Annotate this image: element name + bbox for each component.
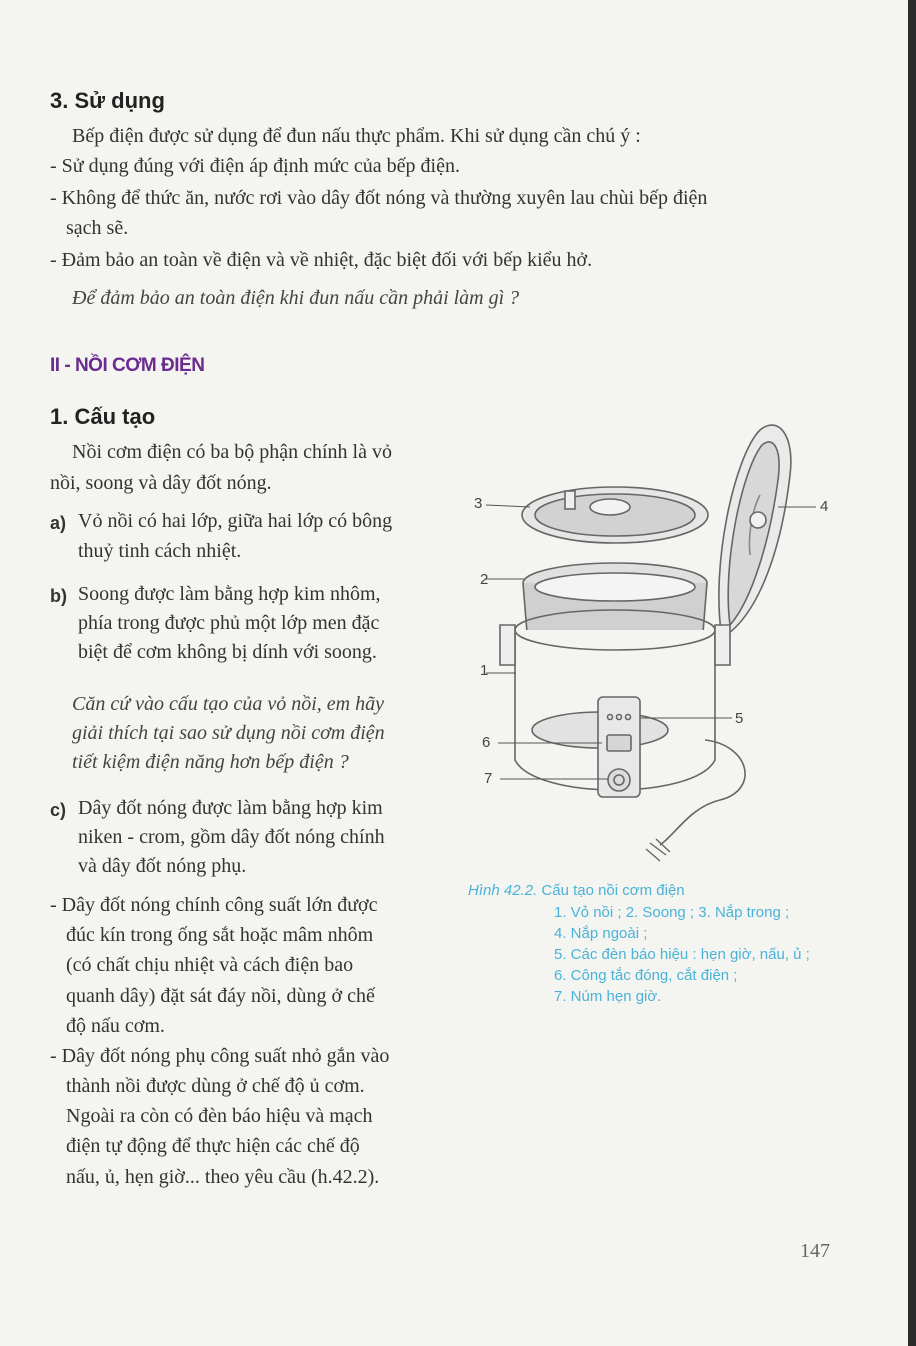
item-c-line-3: và dây đốt nóng phụ.	[78, 855, 247, 877]
item-b-line-2: phía trong được phủ một lớp men đặc	[78, 612, 380, 634]
figure-caption-prefix: Hình 42.2.	[468, 882, 538, 899]
item-b-label: b)	[50, 586, 67, 606]
figure-label-6: 6	[482, 734, 491, 751]
item-c-label: c)	[50, 800, 67, 820]
outer-lid-shape	[719, 425, 791, 638]
structure-question-2: giải thích tại sao sử dụng nồi cơm điện	[72, 722, 385, 744]
figure-label-5: 5	[735, 710, 744, 727]
main-wire-line-3: (có chất chịu nhiệt và cách điện bao	[66, 954, 354, 976]
main-wire-line-5: độ nấu cơm.	[66, 1015, 165, 1037]
figure-label-4: 4	[820, 498, 829, 515]
usage-bullet-1: - Sử dụng đúng với điện áp định mức của bếp điện.	[50, 155, 460, 177]
figure-caption-item-4: 6. Công tắc đóng, cắt điện ;	[554, 967, 738, 984]
item-a-label: a)	[50, 513, 67, 533]
page-number: 147	[800, 1240, 830, 1262]
figure-caption-item-5: 7. Núm hẹn giờ.	[554, 988, 662, 1005]
item-b-line-3: biệt để cơm không bị dính với soong.	[78, 641, 377, 663]
aux-wire-line-2: thành nồi được dùng ở chế độ ủ cơm.	[66, 1075, 365, 1097]
aux-wire-line-1: - Dây đốt nóng phụ công suất nhỏ gắn vào	[50, 1045, 390, 1067]
figure-caption-title-line	[468, 880, 898, 901]
main-wire-line-2: đúc kín trong ống sắt hoặc mâm nhôm	[66, 924, 374, 946]
figure-label-1: 1	[480, 662, 489, 679]
item-c-line-2: niken - crom, gồm dây đốt nóng chính	[78, 826, 385, 848]
extra-line-1: Ngoài ra còn có đèn báo hiệu và mạch	[66, 1105, 373, 1127]
figure-caption-item-2: 4. Nắp ngoài ;	[554, 925, 648, 942]
figure-label-2: 2	[480, 571, 489, 588]
usage-bullet-3: - Đảm bảo an toàn về điện và về nhiệt, đặc biệt đối với bếp kiểu hở.	[50, 249, 593, 271]
figure-label-3: 3	[474, 495, 483, 512]
item-a-line-1: Vỏ nồi có hai lớp, giữa hai lớp có bông	[78, 510, 393, 532]
extra-line-3: nấu, ủ, hẹn giờ... theo yêu cầu (h.42.2).	[66, 1166, 380, 1188]
item-b-line-1: Soong được làm bằng hợp kim nhôm,	[78, 583, 381, 605]
usage-bullet-2-line-1: - Không để thức ăn, nước rơi vào dây đốt nóng và thường xuyên lau chùi bếp điện	[50, 187, 708, 209]
body-shape	[500, 610, 730, 797]
structure-question-1: Căn cứ vào cấu tạo của vỏ nồi, em hãy	[72, 693, 384, 715]
main-wire-line-4: quanh dây) đặt sát đáy nồi, dùng ở chế	[66, 985, 375, 1007]
figure-caption-item-1: 1. Vỏ nồi ; 2. Soong ; 3. Nắp trong ;	[554, 904, 790, 921]
figure-caption-item-3: 5. Các đèn báo hiệu : hẹn giờ, nấu, ủ ;	[554, 946, 810, 963]
figure-caption-title: Cấu tạo nồi cơm điện	[541, 882, 685, 899]
usage-bullet-2-line-2: sạch sẽ.	[66, 217, 129, 239]
figure-label-7: 7	[484, 770, 493, 787]
usage-intro: Bếp điện được sử dụng để đun nấu thực phẩm. Khi sử dụng cần chú ý :	[72, 125, 641, 147]
structure-intro-1: Nồi cơm điện có ba bộ phận chính là vỏ	[72, 441, 392, 463]
structure-question-3: tiết kiệm điện năng hơn bếp điện ?	[72, 751, 349, 773]
main-wire-line-1: - Dây đốt nóng chính công suất lớn được	[50, 894, 378, 916]
inner-lid-shape	[522, 487, 708, 543]
item-c-line-1: Dây đốt nóng được làm bằng hợp kim	[78, 797, 383, 819]
item-a-line-2: thuỷ tinh cách nhiệt.	[78, 540, 242, 562]
extra-line-2: điện tự động để thực hiện các chế độ	[66, 1135, 360, 1157]
rice-cooker-diagram	[460, 415, 880, 875]
page-edge-shadow	[908, 0, 916, 1346]
section-II-title: II - NỒI CƠM ĐIỆN	[50, 355, 205, 376]
section-3-title: 3. Sử dụng	[50, 88, 165, 113]
structure-title: 1. Cấu tạo	[50, 404, 156, 429]
usage-question: Để đảm bảo an toàn điện khi đun nấu cần phải làm gì ?	[72, 287, 520, 309]
structure-intro-2: nồi, soong và dây đốt nóng.	[50, 472, 272, 494]
